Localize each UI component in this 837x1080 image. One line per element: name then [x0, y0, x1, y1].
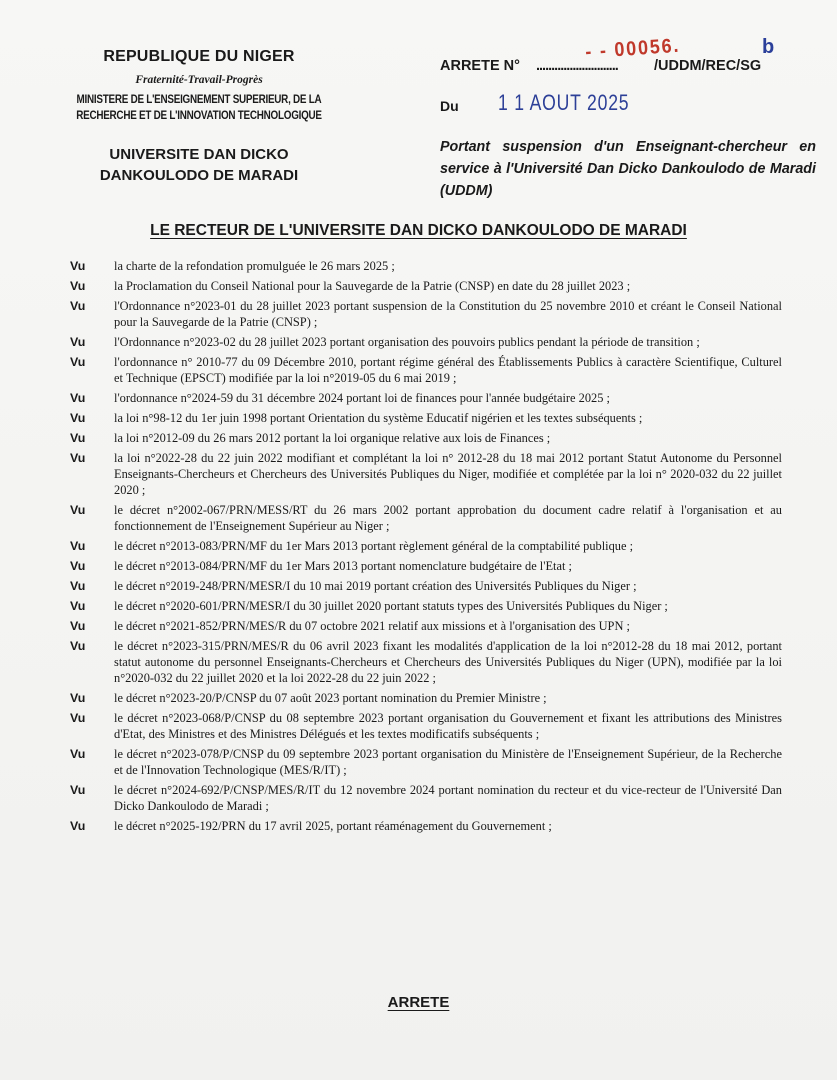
- handwritten-initial-mark: b: [762, 36, 775, 58]
- visa-text: l'ordonnance n°2024-59 du 31 décembre 2024 portant loi de finances pour l'année budgétaire 2025 ;: [114, 391, 610, 405]
- visas-list: [70, 258, 782, 838]
- visa-label: Vu: [70, 279, 86, 293]
- visa-item: [70, 334, 782, 350]
- visa-item: [70, 618, 782, 634]
- visa-label: Vu: [70, 711, 86, 725]
- arrete-number-suffix: /UDDM/REC/SG: [654, 58, 762, 74]
- visa-item: [70, 410, 782, 426]
- date-label: Du: [440, 98, 459, 114]
- visa-item: [70, 578, 782, 594]
- visa-item: [70, 638, 782, 686]
- visa-label: Vu: [70, 451, 86, 465]
- visa-text: la charte de la refondation promulguée le 26 mars 2025 ;: [114, 259, 395, 273]
- visa-item: [70, 746, 782, 778]
- visa-label: Vu: [70, 599, 86, 613]
- visa-text: le décret n°2023-078/P/CNSP du 09 septembre 2023 portant organisation du Ministère de l'Enseignement Supérieur, de la Recherche et de l'Innovation Technologique (MES/R/IT) ;: [114, 747, 782, 777]
- visa-label: Vu: [70, 391, 86, 405]
- visa-text: l'ordonnance n° 2010-77 du 09 Décembre 2010, portant régime général des Établissements Publics à caractère Scientifique, Culturel et Technique (EPSCT) modifiée par la loi n°2019-05 du 6 mai 2019 ;: [114, 355, 782, 385]
- university-line-2: DANKOULODO DE MARADI: [99, 167, 299, 184]
- visa-item: [70, 782, 782, 814]
- arrete-subject: Portant suspension d'un Enseignant-chercheur en service à l'Université Dan Dicko Dankoulodo de Maradi (UDDM): [440, 139, 816, 199]
- visa-item: [70, 258, 782, 274]
- visa-label: Vu: [70, 783, 86, 797]
- visa-text: la loi n°98-12 du 1er juin 1998 portant Orientation du système Educatif nigérien et les textes subséquents ;: [114, 411, 643, 425]
- visa-label: Vu: [70, 747, 86, 761]
- visa-label: Vu: [70, 579, 86, 593]
- visa-item: [70, 710, 782, 742]
- visa-text: le décret n°2013-084/PRN/MF du 1er Mars 2013 portant nomenclature budgétaire de l'Etat ;: [114, 559, 572, 573]
- visa-label: Vu: [70, 259, 86, 273]
- ministry-line-1: MINISTERE DE L'ENSEIGNEMENT SUPERIEUR, DE LA: [76, 94, 322, 106]
- visa-label: Vu: [70, 559, 86, 573]
- visa-text: le décret n°2024-692/P/CNSP/MES/R/IT du 12 novembre 2024 portant nomination du recteur et du vice-recteur de l'Université Dan Dicko Dankoulodo de Maradi ;: [114, 783, 782, 813]
- visa-label: Vu: [70, 431, 86, 445]
- arrete-number-dots: ...........................: [536, 58, 618, 74]
- visa-item: [70, 354, 782, 386]
- university-name: [40, 144, 358, 186]
- decision-title-text: ARRETE: [387, 994, 450, 1011]
- handwritten-number-stamp: - - 00056.: [584, 34, 681, 64]
- visa-text: le décret n°2019-248/PRN/MESR/I du 10 mai 2019 portant création des Universités Publiques du Niger ;: [114, 579, 637, 593]
- visa-text: le décret n°2021-852/PRN/MES/R du 07 octobre 2021 relatif aux missions et à l'organisation des UPN ;: [114, 619, 630, 633]
- visa-item: [70, 298, 782, 330]
- issuer-header: [40, 48, 358, 186]
- visa-item: [70, 818, 782, 834]
- decision-title: [0, 994, 837, 1011]
- visa-item: [70, 598, 782, 614]
- visa-item: [70, 430, 782, 446]
- visa-label: Vu: [70, 539, 86, 553]
- visa-label: Vu: [70, 639, 86, 653]
- visa-text: la loi n°2012-09 du 26 mars 2012 portant la loi organique relative aux lois de Finances ;: [114, 431, 551, 445]
- visa-item: [70, 390, 782, 406]
- date-row: [440, 90, 820, 130]
- visa-label: Vu: [70, 691, 86, 705]
- visa-text: l'Ordonnance n°2023-01 du 28 juillet 2023 portant suspension de la Constitution du 25 novembre 2010 et créant le Conseil National pour la Sauvegarde de la Patrie (CNSP) ;: [114, 299, 782, 329]
- visa-item: [70, 558, 782, 574]
- national-motto: Fraternité-Travail-Progrès: [135, 74, 263, 86]
- arrete-number: [440, 34, 820, 78]
- visa-label: Vu: [70, 335, 86, 349]
- visa-label: Vu: [70, 619, 86, 633]
- visa-label: Vu: [70, 819, 86, 833]
- visa-text: le décret n°2002-067/PRN/MESS/RT du 26 mars 2002 portant approbation du document cadre relatif à l'organisation et au fonctionnement de l'Enseignement Supérieur au Niger ;: [114, 503, 782, 533]
- visa-text: l'Ordonnance n°2023-02 du 28 juillet 2023 portant organisation des pouvoirs publics pendant la période de transition ;: [114, 335, 700, 349]
- visa-text: le décret n°2023-315/PRN/MES/R du 06 avril 2023 fixant les modalités d'application de la loi n°2012-28 du 18 mai 2012, portant statut autonome du personnel Enseignants-Chercheurs et Chercheurs des Universités Publiques du Niger (UPN), modifiée par la loi n°2020-032 du 22 juillet 2020 et la loi 2022-28 du 22 juin 2022 ;: [114, 639, 782, 685]
- authority-title-text: LE RECTEUR DE L'UNIVERSITE DAN DICKO DANKOULODO DE MARADI: [150, 222, 687, 239]
- reference-header: [440, 34, 820, 202]
- visa-label: Vu: [70, 355, 86, 369]
- visa-text: le décret n°2025-192/PRN du 17 avril 2025, portant réaménagement du Gouvernement ;: [114, 819, 552, 833]
- visa-text: le décret n°2023-20/P/CNSP du 07 août 2023 portant nomination du Premier Ministre ;: [114, 691, 547, 705]
- ministry-line-2: RECHERCHE ET DE L'INNOVATION TECHNOLOGIQUE: [76, 110, 322, 122]
- authority-title: [0, 222, 837, 240]
- ministry-name: [62, 92, 335, 124]
- visa-item: [70, 502, 782, 534]
- visa-label: Vu: [70, 299, 86, 313]
- visa-text: la Proclamation du Conseil National pour la Sauvegarde de la Patrie (CNSP) en date du 28 juillet 2023 ;: [114, 279, 631, 293]
- visa-label: Vu: [70, 503, 86, 517]
- visa-item: [70, 690, 782, 706]
- visa-label: Vu: [70, 411, 86, 425]
- visa-text: la loi n°2022-28 du 22 juin 2022 modifiant et complétant la loi n° 2012-28 du 18 mai 2012 portant Statut Autonome du Personnel Enseignants-Chercheurs et Chercheurs des Universités Publiques du Niger, modifiée et complétée par la loi n° 2020-032 du 22 juillet 2020 ;: [114, 451, 782, 497]
- arrete-number-prefix: ARRETE N°: [440, 58, 520, 74]
- visa-text: le décret n°2020-601/PRN/MESR/I du 30 juillet 2020 portant statuts types des Universités Publiques du Niger ;: [114, 599, 668, 613]
- visa-item: [70, 278, 782, 294]
- date-stamp: 1 1 AOUT 2025: [498, 90, 630, 115]
- republic-title: REPUBLIQUE DU NIGER: [103, 48, 295, 65]
- visa-text: le décret n°2013-083/PRN/MF du 1er Mars 2013 portant règlement général de la comptabilité publique ;: [114, 539, 634, 553]
- university-line-1: UNIVERSITE DAN DICKO: [109, 146, 289, 163]
- visa-text: le décret n°2023-068/P/CNSP du 08 septembre 2023 portant organisation du Gouvernement et fixant les attributions des Ministres d'Etat, des Ministres et des Ministres Délégués et les textes modificatifs subséquents ;: [114, 711, 782, 741]
- visa-item: [70, 450, 782, 498]
- visa-item: [70, 538, 782, 554]
